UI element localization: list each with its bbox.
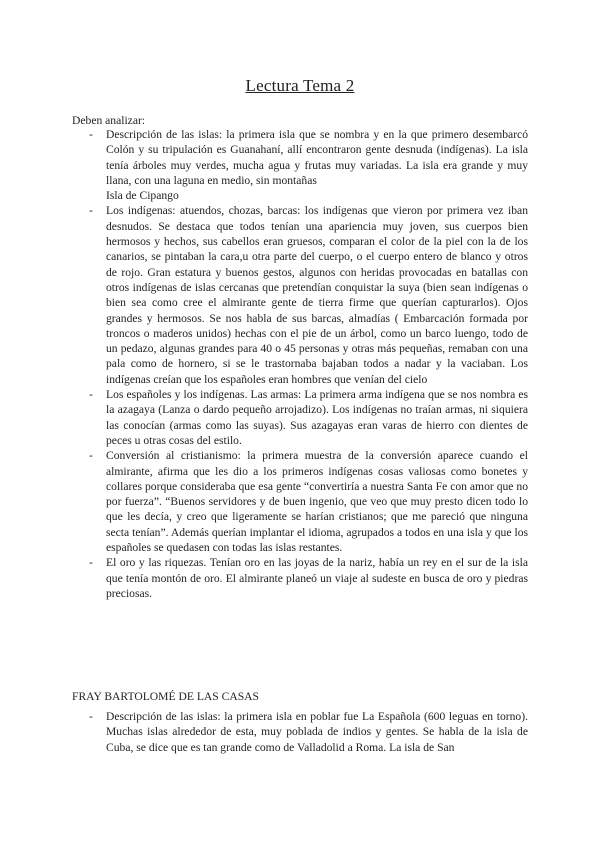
list-item-text: Conversión al cristianismo: la primera muestra de la conversión aparece cuando el almirante, afirma que les dio a los primeros indígenas cosas valiosas como bonetes y collares porque consideraba que esa gente “convertiría a nuestra Santa Fe con amor que no por fuerza”. “Buenos servidores y de buen ingenio, que veo que muy presto dicen todo lo que les decía, y creo que ligeramente se harían cristianos; que me pareció que ninguna secta tenían”. Además querían implantar el idioma, agrupados a todos en una isla y que los españoles se quedasen con todas las islas restantes. <box>106 449 528 555</box>
bullet-dash: - <box>89 204 93 218</box>
section2-list <box>84 709 528 755</box>
list-item-text: Los españoles y los indígenas. Las armas: La primera arma indígena que se nos nombra es la azagaya (Lanza o dardo pequeño arrojadizo). Los indígenas no traían armas, ni siquiera las conocían (armas como las suyas). Sus azagayas eran varas de hierro con dientes de peces u otras cosas del estilo. <box>106 388 528 447</box>
intro-text: Deben analizar: <box>72 114 146 127</box>
list-item <box>84 127 528 203</box>
list-item-text: Descripción de las islas: la primera isla que se nombra y en la que primero desembarcó Colón y su tripulación es Guanahaní, allí encontraron gente desnuda (indígenas). La isla tenía árboles muy verdes, mucha agua y frutas muy variadas. La isla era grande y muy llana, con una laguna en medio, sin montañas <box>106 128 528 187</box>
list-item-text: El oro y las riquezas. Tenían oro en las joyas de la nariz, había un rey en el sur de la isla que tenía montón de oro. El almirante planeó un viaje al sudeste en busca de oro y piedras preciosas. <box>106 556 528 600</box>
section-heading: FRAY BARTOLOMÉ DE LAS CASAS <box>72 690 259 703</box>
list-item-text: Los indígenas: atuendos, chozas, barcas: los indígenas que vieron por primera vez iban desnudos. Se destaca que todos tenían una apariencia muy joven, sus cuerpos bien hermosos y hechos, sus cabellos eran gruesos, comparan el color de la piel con la de los canarios, se pintaban la cara,u otra parte del cuerpo, o el cuerpo entero de blanco y otros de rojo. Gran estatura y buenos gestos, algunos con heridas provocadas en batallas con otros indígenas de islas cercanas que pretendían conquistar la suya (bien sean indígenas o bien sea como cree el almirante gente de tierra firme que querían capturarlos). Ojos grandes y hermosos. Se nos habla de sus barcas, almadías ( Embarcación formada por troncos o maderos unidos) hechas con el pie de un árbol, como un barco luengo, todo de un pedazo, algunas grandes para 40 o 45 personas y otras más pequeñas, remaban con una pala como de hornero, si se le trastornaba bajaban todos a nadar y la vaciaban. Los indígenas creían que los españoles eran hombres que venían del cielo <box>106 204 528 386</box>
list-item <box>84 387 528 448</box>
list-item <box>84 555 528 601</box>
list-item <box>84 203 528 387</box>
bullet-dash: - <box>89 128 93 141</box>
list-item-subline: Isla de Cipango <box>106 189 179 203</box>
list-item-text: Descripción de las islas: la primera isla en poblar fue La Española (600 leguas en torno). Muchas islas alrededor de esta, muy poblada de indios y gentes. Se habla de la isla de Cuba, se dice que es tan grande como de Valladolid a Roma. La isla de San <box>106 710 528 754</box>
page-title: Lectura Tema 2 <box>245 76 355 95</box>
bullet-dash: - <box>89 710 93 723</box>
analysis-list <box>84 127 528 601</box>
bullet-dash: - <box>89 556 93 570</box>
bullet-dash: - <box>89 388 93 402</box>
list-item <box>84 709 528 755</box>
list-item <box>84 448 528 555</box>
bullet-dash: - <box>89 449 93 463</box>
